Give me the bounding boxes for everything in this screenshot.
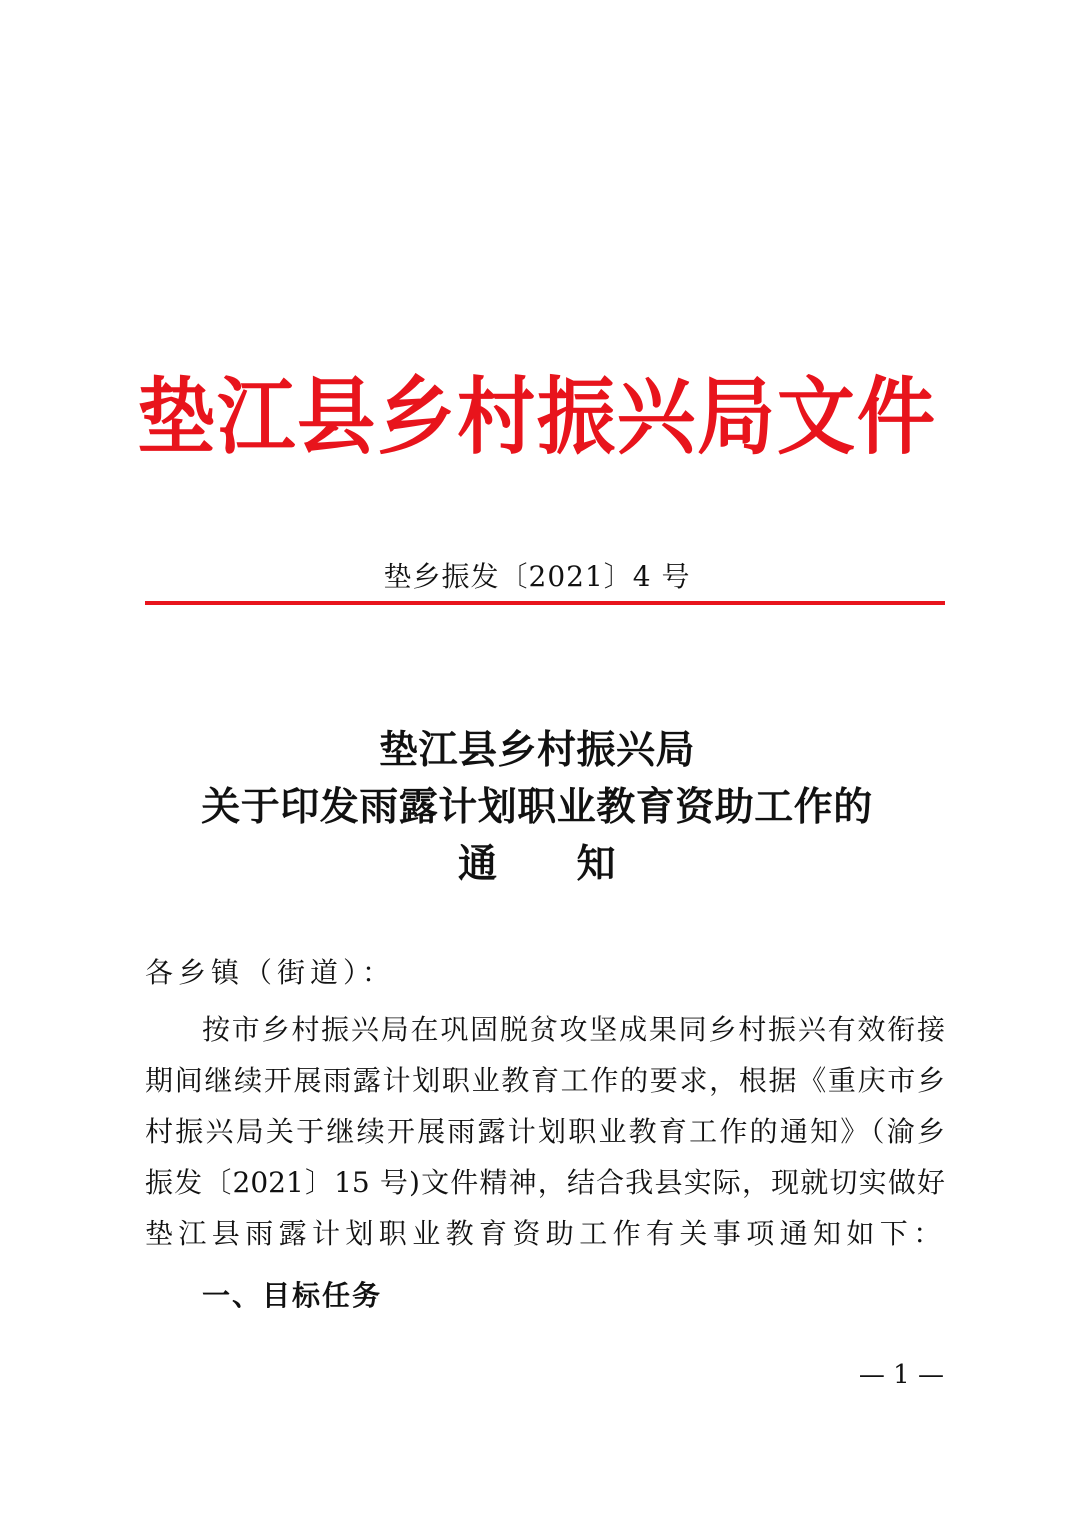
body-line: 村振兴局关于继续开展雨露计划职业教育工作的通知》（渝乡 xyxy=(145,1115,945,1148)
document-title xyxy=(0,722,1074,893)
issuer-masthead: 垫江县乡村振兴局文件 xyxy=(137,367,937,466)
title-line-3: 通 知 xyxy=(457,841,616,887)
red-divider-rule xyxy=(145,601,945,605)
document-number: 垫乡振发〔2021〕4 号 xyxy=(383,560,691,593)
body-paragraph xyxy=(145,1004,945,1259)
body-line: 垫江县雨露计划职业教育资助工作有关事项通知如下： xyxy=(145,1217,947,1250)
body-line: 按市乡村振兴局在巩固脱贫攻坚成果同乡村振兴有效衔接 xyxy=(202,1013,945,1046)
body-line: 振发〔2021〕15 号)文件精神，结合我县实际，现就切实做好 xyxy=(145,1166,945,1199)
title-line-1: 垫江县乡村振兴局 xyxy=(378,727,695,773)
page-number: — 1 — xyxy=(858,1360,944,1390)
salutation: 各乡镇（街道）： xyxy=(145,956,396,989)
body-line: 期间继续开展雨露计划职业教育工作的要求，根据《重庆市乡 xyxy=(145,1064,945,1097)
title-line-2: 关于印发雨露计划职业教育资助工作的 xyxy=(201,784,873,830)
section-heading: 一、目标任务 xyxy=(202,1279,383,1312)
